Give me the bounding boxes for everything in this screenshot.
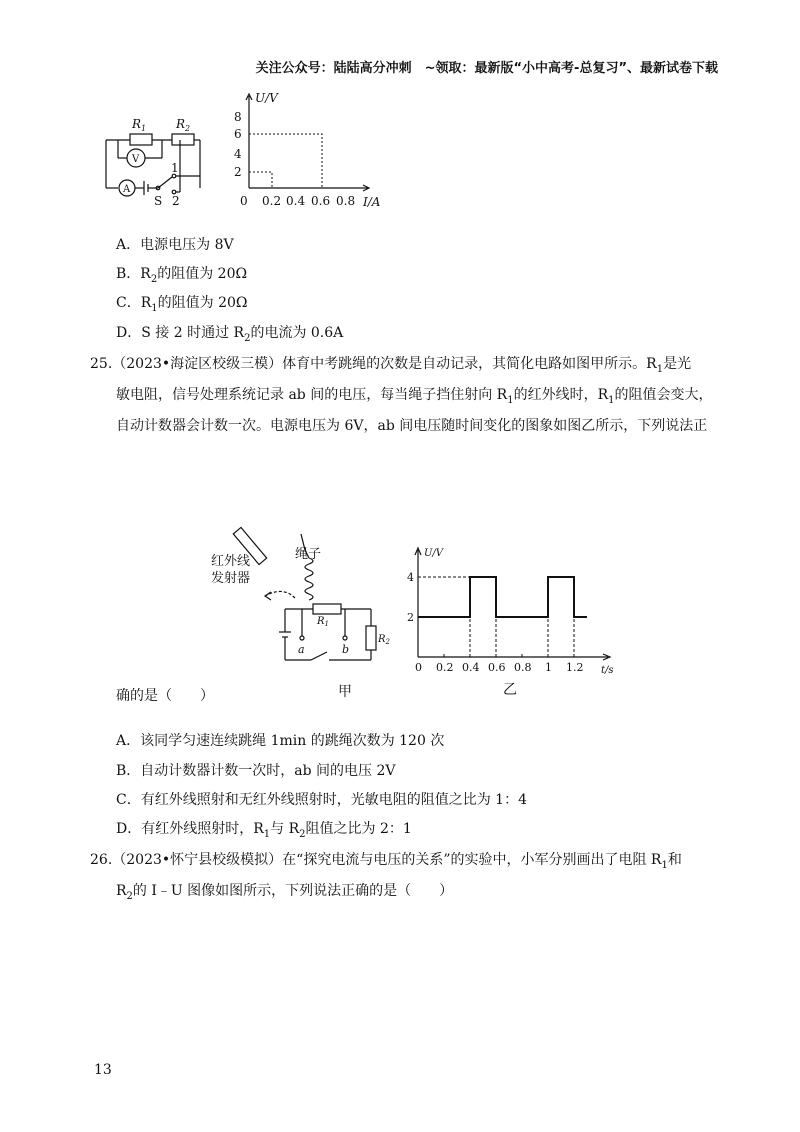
q24-figure xyxy=(100,88,400,213)
switch-pos-2: 2 xyxy=(172,194,180,208)
q24-option-a: A．电源电压为 8V xyxy=(116,237,234,253)
chart-ylabel: U/V xyxy=(424,548,444,559)
photoresistor-r1 xyxy=(313,604,341,614)
xtick: 0.4 xyxy=(286,194,306,208)
terminal-a xyxy=(300,636,304,640)
graph-xlabel: I/A xyxy=(363,195,381,209)
resistor-r2 xyxy=(366,626,376,650)
voltage-series-line xyxy=(418,577,587,617)
figure-label-jia: 甲 xyxy=(338,684,352,700)
point-a-label: a xyxy=(298,643,305,656)
point-b-label: b xyxy=(342,643,350,656)
ytick: 6 xyxy=(234,127,242,141)
rope-label: 绳子 xyxy=(295,547,322,562)
x-tick-label: 1 xyxy=(545,661,552,674)
ytick: 4 xyxy=(234,147,242,161)
q25-line-1: 25.（2023•海淀区校级三模）体育中考跳绳的次数是自动记录，其简化电路如图甲所示。$R_1$是光 xyxy=(90,356,692,375)
graph-ylabel: U/V xyxy=(255,91,278,105)
xtick: 0.2 xyxy=(262,194,282,208)
switch-pos-1: 1 xyxy=(171,161,179,175)
guide-6v xyxy=(249,134,322,188)
y-tick-label: 2 xyxy=(407,611,414,624)
xtick: 0.6 xyxy=(311,194,331,208)
xtick: 0 xyxy=(240,194,248,208)
figure-label-yi: 乙 xyxy=(503,682,517,698)
ytick: 8 xyxy=(234,110,242,124)
emitter-label: 发射器 xyxy=(211,571,251,586)
q24-option-d: D．S 接 2 时通过 $R_2$的电流为 0.6A xyxy=(116,325,344,344)
q25-option-b: B．自动计数器计数一次时，ab 间的电压 2V xyxy=(116,763,396,779)
q25-option-c: C．有红外线照射和无红外线照射时，光敏电阻的阻值之比为 1：4 xyxy=(116,792,527,808)
rope-coil xyxy=(305,558,313,600)
switch-s xyxy=(158,177,172,188)
x-tick-label: 0.6 xyxy=(488,661,506,674)
x-tick-label: 0.4 xyxy=(462,661,480,674)
label-r2: $R_2$ xyxy=(378,634,390,646)
label-r1: $R_1$ xyxy=(132,117,147,133)
q24-option-b: B．$R_2$的阻值为 20Ω xyxy=(116,266,248,285)
q25-option-a: A．该同学匀速连续跳绳 1min 的跳绳次数为 120 次 xyxy=(116,733,445,749)
x-tick-label: 0.2 xyxy=(436,661,454,674)
q25-figure-jia xyxy=(205,520,390,705)
label-r1: $R_1$ xyxy=(317,616,329,628)
q25-line-3: 自动计数器会计数一次。电源电压为 6V，ab 间电压随时间变化的图象如图乙所示，下列说法正 xyxy=(116,418,708,434)
guide-2v xyxy=(249,172,272,188)
x-tick-label: 0.8 xyxy=(514,661,532,674)
q25-line-4: 确的是（ ） xyxy=(116,688,214,704)
x-tick-label: 1.2 xyxy=(566,661,584,674)
q25-line-2: 敏电阻，信号处理系统记录 ab 间的电压，每当绳子挡住射向 $R_1$的红外线时，$R_1$的阻值会变大， xyxy=(116,387,713,406)
q24-circuit-diagram xyxy=(106,134,200,196)
chart-xlabel: t/s xyxy=(601,665,614,676)
q25-option-d: D．有红外线照射时，$R_1$与 $R_2$阻值之比为 2：1 xyxy=(116,821,412,840)
q25-chart-yi xyxy=(400,542,622,702)
label-r2: $R_2$ xyxy=(176,117,191,133)
xtick: 0.8 xyxy=(336,194,356,208)
y-tick-label: 4 xyxy=(407,571,414,584)
x-tick-label: 0 xyxy=(415,661,422,674)
resistor-r1 xyxy=(130,134,152,145)
q26-line-2: $R_2$的 I﹣U 图像如图所示，下列说法正确的是（ ） xyxy=(116,883,454,902)
jia-switch xyxy=(311,652,327,660)
q26-line-1: 26.（2023•怀宁县校级模拟）在“探究电流与电压的关系”的实验中，小军分别画出了电阻 $R_1$和 xyxy=(90,852,682,871)
q24-ui-graph xyxy=(246,94,369,191)
ytick: 2 xyxy=(234,165,242,179)
emitter-label: 红外线 xyxy=(211,554,251,569)
ammeter-label: A xyxy=(123,184,131,195)
terminal-b xyxy=(343,636,347,640)
page-number: 13 xyxy=(94,1062,112,1078)
q24-option-c: C．$R_1$的阻值为 20Ω xyxy=(116,295,248,314)
switch-label: S xyxy=(154,194,163,208)
voltmeter-label: V xyxy=(132,154,140,165)
page-header: 关注公众号：陆陆高分冲刺 ~领取：最新版“小中高考-总复习”、最新试卷下载 xyxy=(255,61,718,76)
resistor-r2 xyxy=(172,134,194,145)
